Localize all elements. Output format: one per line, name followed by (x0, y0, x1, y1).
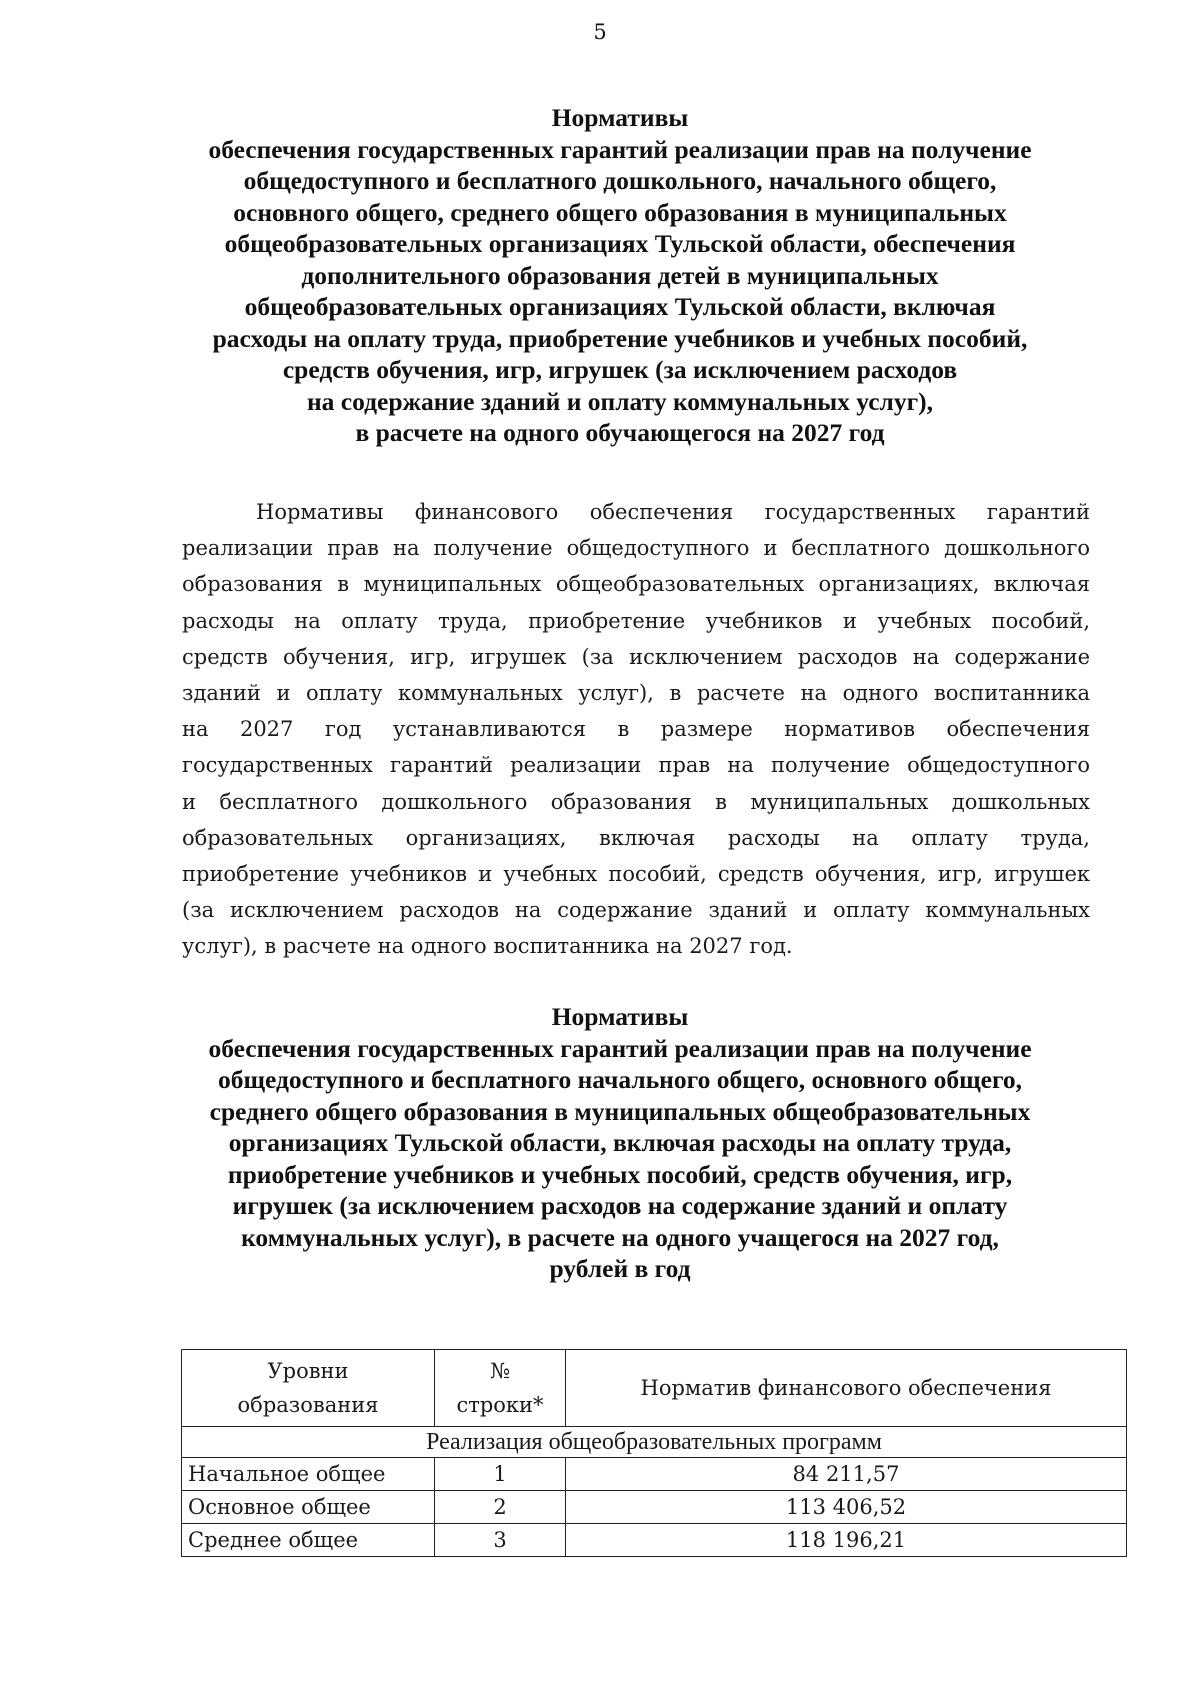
paragraph-line: образования в муниципальных общеобразовательных организациях, включая (182, 572, 1090, 597)
cell-value: 113 406,52 (566, 1491, 1127, 1524)
header-row-no (435, 1350, 566, 1427)
heading-norms-school (160, 1001, 1080, 1285)
heading-line: Нормативы (551, 103, 689, 132)
heading-line: общедоступного и бесплатного начального общего, основного общего, (217, 1065, 1023, 1094)
cell-row-no: 1 (435, 1458, 566, 1491)
paragraph-line: средств обучения, игр, игрушек (за исключением расходов на содержание (182, 644, 1090, 669)
paragraph-line: услуг), в расчете на одного воспитанника на 2027 год. (182, 934, 793, 959)
cell-value: 118 196,21 (566, 1524, 1127, 1557)
paragraph-line: реализации прав на получение общедоступного и бесплатного дошкольного (182, 536, 1090, 561)
heading-line: расходы на оплату труда, приобретение учебников и учебных пособий, (212, 323, 1028, 353)
heading-line: рублей в год (549, 1254, 691, 1283)
section-title: Реализация общеобразовательных программ (182, 1427, 1127, 1458)
paragraph-line: приобретение учебников и учебных пособий, средств обучения, игр, игрушек (182, 862, 1090, 887)
body-paragraph (182, 494, 1090, 965)
paragraph-line: зданий и оплату коммунальных услуг), в расчете на одного воспитанника (182, 681, 1090, 706)
heading-line: на содержание зданий и оплату коммунальных услуг), (306, 386, 934, 416)
header-level-line2: образования (237, 1393, 379, 1417)
heading-line: общедоступного и бесплатного дошкольного, начального общего, (243, 166, 997, 195)
table-section-row (182, 1427, 1127, 1458)
heading-norms-general (160, 102, 1080, 449)
table-row (182, 1524, 1127, 1557)
heading-line: дополнительного образования детей в муниципальных (301, 260, 939, 290)
cell-level: Основное общее (182, 1491, 435, 1524)
cell-row-no: 3 (435, 1524, 566, 1557)
header-row-no-line2: строки* (456, 1393, 544, 1417)
table-header-row (182, 1350, 1127, 1427)
page-number: 5 (593, 20, 607, 44)
paragraph-line: образовательных организациях, включая расходы на оплату труда, (182, 825, 1090, 850)
paragraph-line: на 2027 год устанавливаются в размере нормативов обеспечения (182, 717, 1090, 742)
heading-line: коммунальных услуг), в расчете на одного учащегося на 2027 год, (241, 1222, 999, 1252)
header-norm: Норматив финансового обеспечения (566, 1350, 1127, 1427)
cell-level: Начальное общее (182, 1458, 435, 1491)
header-level-line1: Уровни (267, 1359, 349, 1383)
cell-row-no: 2 (435, 1491, 566, 1524)
heading-line: среднего общего образования в муниципальных общеобразовательных (209, 1096, 1031, 1126)
heading-line: приобретение учебников и учебных пособий, средств обучения, игр, (227, 1159, 1013, 1189)
table-row (182, 1491, 1127, 1524)
cell-value: 84 211,57 (566, 1458, 1127, 1491)
header-row-no-line1: № (490, 1359, 510, 1383)
paragraph-line: Нормативы финансового обеспечения государственных гарантий (256, 500, 1090, 524)
heading-line: организациях Тульской области, включая расходы на оплату труда, (228, 1128, 1012, 1157)
heading-line: средств обучения, игр, игрушек (за исключением расходов (282, 355, 958, 384)
heading-line: игрушек (за исключением расходов на содержание зданий и оплату (232, 1191, 1008, 1220)
heading-line: обеспечения государственных гарантий реализации прав на получение (208, 134, 1032, 164)
heading-line: обеспечения государственных гарантий реализации прав на получение (208, 1033, 1032, 1063)
heading-line: общеобразовательных организациях Тульской области, включая (244, 292, 996, 321)
heading-line: Нормативы (551, 1002, 689, 1031)
paragraph-line: расходы на оплату труда, приобретение учебников и учебных пособий, (182, 608, 1090, 633)
paragraph-line: (за исключением расходов на содержание зданий и оплату коммунальных (182, 898, 1090, 923)
norms-table (181, 1349, 1127, 1557)
table-row (182, 1458, 1127, 1491)
paragraph-line: и бесплатного дошкольного образования в муниципальных дошкольных (182, 789, 1090, 814)
heading-line: в расчете на одного обучающегося на 2027 год (355, 418, 885, 447)
paragraph-line: государственных гарантий реализации прав на получение общедоступного (182, 753, 1090, 778)
header-level (182, 1350, 435, 1427)
heading-line: основного общего, среднего общего образования в муниципальных (233, 197, 1007, 227)
heading-line: общеобразовательных организациях Тульской области, обеспечения (224, 229, 1016, 258)
cell-level: Среднее общее (182, 1524, 435, 1557)
